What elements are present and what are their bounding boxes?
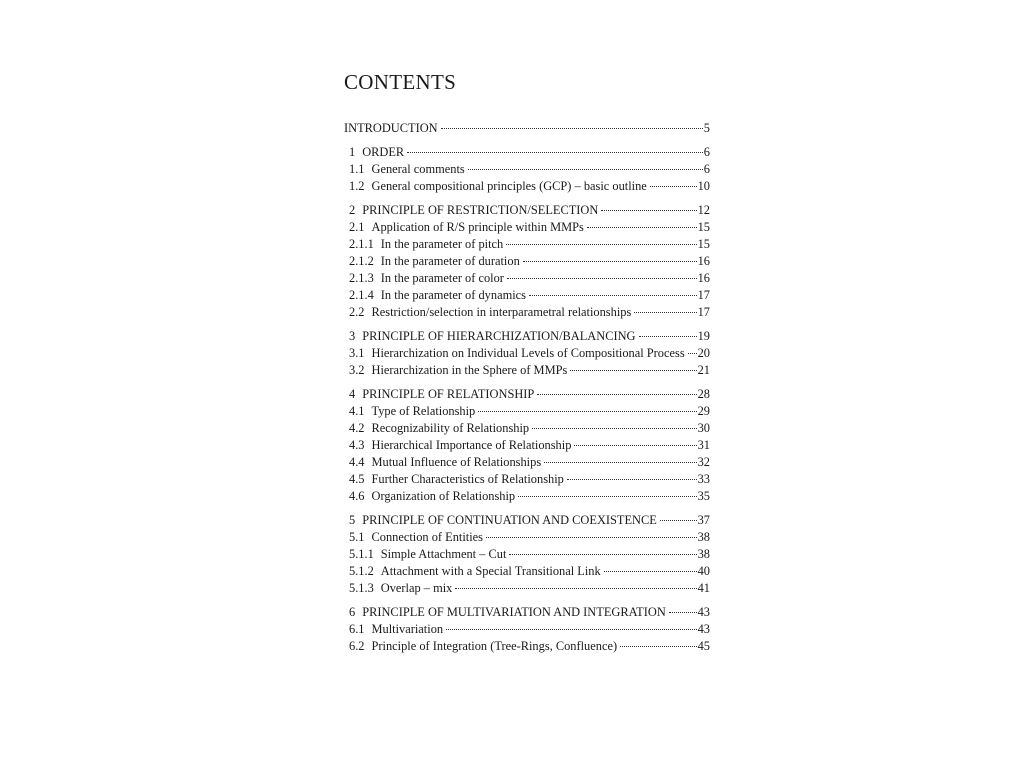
toc-page-number: 38	[697, 547, 710, 561]
dot-leader	[537, 394, 696, 395]
toc-entry-number: 2.1.3	[349, 271, 374, 285]
dot-leader	[529, 295, 697, 296]
toc-entry-number: 6.1	[349, 622, 365, 636]
toc-entry-number: 1.1	[349, 162, 365, 176]
toc-entry-label	[349, 345, 685, 362]
toc-entry-title: In the parameter of pitch	[380, 237, 504, 251]
toc-page-number: 6	[703, 162, 710, 176]
toc-page-number: 6	[703, 145, 710, 159]
toc-entry-title: Application of R/S principle within MMPs	[371, 220, 584, 234]
toc-entry-number: 4.5	[349, 472, 365, 486]
toc-page-number: 15	[697, 220, 710, 234]
dot-leader	[669, 612, 697, 613]
toc-page-number: 28	[697, 387, 710, 401]
toc-group	[344, 202, 710, 321]
toc-entry-number: 5.1.3	[349, 581, 374, 595]
toc-entry-label	[349, 638, 617, 655]
dot-leader	[587, 227, 697, 228]
toc-entry-number: 6	[349, 605, 356, 619]
toc-section-entry[interactable]	[344, 420, 710, 437]
toc-page-number: 20	[697, 346, 710, 360]
toc-entry-title: In the parameter of dynamics	[380, 288, 526, 302]
toc-page-number: 17	[697, 288, 710, 302]
dot-leader	[570, 370, 696, 371]
toc-entry-number: 5	[349, 513, 356, 527]
dot-leader	[523, 261, 697, 262]
toc-group	[344, 328, 710, 379]
dot-leader	[518, 496, 696, 497]
toc-entry-label	[349, 219, 584, 236]
toc-section-entry[interactable]	[344, 236, 710, 253]
toc-page-number: 19	[697, 329, 710, 343]
toc-entry-title: Mutual Influence of Relationships	[371, 455, 542, 469]
toc-page-number: 45	[697, 639, 710, 653]
toc-entry-number: 4	[349, 387, 356, 401]
toc-entry-title: INTRODUCTION	[344, 121, 438, 135]
dot-leader	[604, 571, 697, 572]
toc-entry-label	[344, 120, 438, 137]
toc-entry-label	[349, 328, 636, 345]
toc-page-number: 37	[697, 513, 710, 527]
toc-section-entry[interactable]	[344, 437, 710, 454]
toc-entry-number: 2.1.2	[349, 254, 374, 268]
toc-entry-number: 6.2	[349, 639, 365, 653]
toc-entry-title: PRINCIPLE OF RELATIONSHIP	[362, 387, 535, 401]
dot-leader	[544, 462, 696, 463]
toc-entry-number: 4.3	[349, 438, 365, 452]
toc-section-entry[interactable]	[344, 563, 710, 580]
toc-entry-number: 4.4	[349, 455, 365, 469]
toc-group	[344, 512, 710, 597]
toc-entry-title: Hierarchical Importance of Relationship	[371, 438, 572, 452]
toc-page-number: 40	[697, 564, 710, 578]
toc-page-number: 12	[697, 203, 710, 217]
dot-leader	[601, 210, 696, 211]
toc-entry-title: Further Characteristics of Relationship	[371, 472, 564, 486]
toc-entry-label	[349, 202, 598, 219]
toc-page-number: 21	[697, 363, 710, 377]
toc-section-entry[interactable]	[344, 219, 710, 236]
toc-entry-number: 5.1.2	[349, 564, 374, 578]
toc-entry-label	[349, 471, 564, 488]
toc-entry-number: 2.1.1	[349, 237, 374, 251]
toc-section-entry[interactable]	[344, 580, 710, 597]
toc-section-entry[interactable]	[344, 546, 710, 563]
toc-section-entry[interactable]	[344, 454, 710, 471]
toc-entry-label	[349, 362, 567, 379]
dot-leader	[509, 554, 696, 555]
toc-entry-label	[349, 386, 534, 403]
toc-entry-number: 5.1	[349, 530, 365, 544]
toc-page-number: 30	[697, 421, 710, 435]
toc-page-number: 17	[697, 305, 710, 319]
toc-entry-label	[349, 580, 452, 597]
toc-entry-title: In the parameter of duration	[380, 254, 520, 268]
toc-chapter-entry[interactable]	[344, 604, 710, 621]
toc-section-entry[interactable]	[344, 161, 710, 178]
toc-group	[344, 604, 710, 655]
toc-section-entry[interactable]	[344, 488, 710, 505]
toc-chapter-entry[interactable]	[344, 202, 710, 219]
toc-section-entry[interactable]	[344, 638, 710, 655]
toc-entry-label	[349, 488, 515, 505]
toc-section-entry[interactable]	[344, 270, 710, 287]
toc-entry-number: 4.1	[349, 404, 365, 418]
toc-page-number: 16	[697, 254, 710, 268]
toc-entry-title: General comments	[371, 162, 465, 176]
dot-leader	[446, 629, 697, 630]
toc-entry-number: 4.6	[349, 489, 365, 503]
dot-leader	[407, 152, 703, 153]
toc-intro-entry[interactable]	[344, 120, 710, 137]
toc-section-entry[interactable]	[344, 287, 710, 304]
toc-entry-label	[349, 437, 571, 454]
dot-leader	[634, 312, 696, 313]
toc-entry-label	[349, 420, 529, 437]
toc-chapter-entry[interactable]	[344, 144, 710, 161]
dot-leader	[639, 336, 697, 337]
toc-entry-title: Restriction/selection in interparametral relationships	[371, 305, 632, 319]
toc-entry-number: 3	[349, 329, 356, 343]
toc-entry-number: 2.1	[349, 220, 365, 234]
toc-entry-title: PRINCIPLE OF RESTRICTION/SELECTION	[362, 203, 599, 217]
dot-leader	[507, 278, 697, 279]
toc-list	[344, 120, 710, 655]
toc-page-number: 43	[697, 622, 710, 636]
toc-entry-title: Attachment with a Special Transitional Link	[380, 564, 601, 578]
toc-entry-title: Principle of Integration (Tree-Rings, Confluence)	[371, 639, 618, 653]
toc-page-number: 35	[697, 489, 710, 503]
toc-section-entry[interactable]	[344, 345, 710, 362]
toc-page-number: 16	[697, 271, 710, 285]
toc-section-entry[interactable]	[344, 471, 710, 488]
toc-entry-number: 5.1.1	[349, 547, 374, 561]
toc-entry-label	[349, 403, 475, 420]
toc-entry-number: 3.2	[349, 363, 365, 377]
toc-entry-number: 1.2	[349, 179, 365, 193]
toc-entry-title: Organization of Relationship	[371, 489, 516, 503]
toc-entry-label	[349, 161, 465, 178]
page-title: CONTENTS	[344, 70, 457, 94]
toc-page-number: 38	[697, 530, 710, 544]
dot-leader	[567, 479, 697, 480]
toc-entry-label	[349, 144, 404, 161]
dot-leader	[650, 186, 697, 187]
toc-group	[344, 144, 710, 195]
toc-entry-label	[349, 529, 483, 546]
toc-section-entry[interactable]	[344, 253, 710, 270]
toc-section-entry[interactable]	[344, 529, 710, 546]
toc-entry-title: PRINCIPLE OF MULTIVARIATION AND INTEGRATION	[362, 605, 666, 619]
toc-section-entry[interactable]	[344, 304, 710, 321]
toc-entry-number: 3.1	[349, 346, 365, 360]
dot-leader	[574, 445, 696, 446]
toc-entry-title: Simple Attachment – Cut	[380, 547, 507, 561]
dot-leader	[620, 646, 697, 647]
toc-entry-number: 4.2	[349, 421, 365, 435]
dot-leader	[506, 244, 696, 245]
toc-section-entry[interactable]	[344, 178, 710, 195]
toc-group	[344, 386, 710, 505]
toc-entry-title: Type of Relationship	[371, 404, 476, 418]
toc-entry-label	[349, 621, 443, 638]
toc-entry-label	[349, 454, 541, 471]
toc-section-entry[interactable]	[344, 362, 710, 379]
dot-leader	[455, 588, 696, 589]
toc-page-number: 29	[697, 404, 710, 418]
toc-entry-title: ORDER	[362, 145, 405, 159]
toc-page-number: 41	[697, 581, 710, 595]
toc-entry-label	[349, 604, 666, 621]
toc-page-number: 33	[697, 472, 710, 486]
toc-page-number: 15	[697, 237, 710, 251]
toc-entry-label	[349, 178, 647, 195]
toc-entry-title: Connection of Entities	[371, 530, 483, 544]
toc-entry-title: PRINCIPLE OF HIERARCHIZATION/BALANCING	[362, 329, 636, 343]
toc-entry-number: 2.2	[349, 305, 365, 319]
toc-entry-label	[349, 253, 520, 270]
toc-section-entry[interactable]	[344, 621, 710, 638]
toc-page-number: 43	[697, 605, 710, 619]
toc-page-number: 31	[697, 438, 710, 452]
toc-entry-label	[349, 512, 657, 529]
toc-chapter-entry[interactable]	[344, 512, 710, 529]
toc-entry-title: Hierarchization on Individual Levels of Compositional Process	[371, 346, 685, 360]
dot-leader	[532, 428, 697, 429]
toc-entry-title: Overlap – mix	[380, 581, 453, 595]
toc-entry-label	[349, 270, 504, 287]
toc-entry-title: Multivariation	[371, 622, 444, 636]
toc-entry-title: In the parameter of color	[380, 271, 504, 285]
toc-entry-title: PRINCIPLE OF CONTINUATION AND COEXISTENCE	[362, 513, 657, 527]
dot-leader	[441, 128, 703, 129]
toc-entry-number: 2	[349, 203, 356, 217]
toc-entry-title: General compositional principles (GCP) – basic outline	[371, 179, 647, 193]
dot-leader	[688, 353, 697, 354]
toc-entry-title: Recognizability of Relationship	[371, 421, 530, 435]
toc-entry-label	[349, 546, 506, 563]
toc-entry-number: 2.1.4	[349, 288, 374, 302]
toc-entry-number: 1	[349, 145, 356, 159]
toc-page-number: 32	[697, 455, 710, 469]
dot-leader	[486, 537, 697, 538]
toc-chapter-entry[interactable]	[344, 328, 710, 345]
toc-entry-title: Hierarchization in the Sphere of MMPs	[371, 363, 568, 377]
toc-chapter-entry[interactable]	[344, 386, 710, 403]
toc-entry-label	[349, 563, 601, 580]
toc-entry-label	[349, 236, 503, 253]
toc-page-number: 10	[697, 179, 710, 193]
dot-leader	[660, 520, 697, 521]
toc-page-number: 5	[703, 121, 710, 135]
toc-entry-label	[349, 287, 526, 304]
dot-leader	[478, 411, 696, 412]
dot-leader	[468, 169, 703, 170]
toc-group	[344, 120, 710, 137]
toc-entry-label	[349, 304, 631, 321]
toc-section-entry[interactable]	[344, 403, 710, 420]
table-of-contents	[344, 70, 710, 662]
